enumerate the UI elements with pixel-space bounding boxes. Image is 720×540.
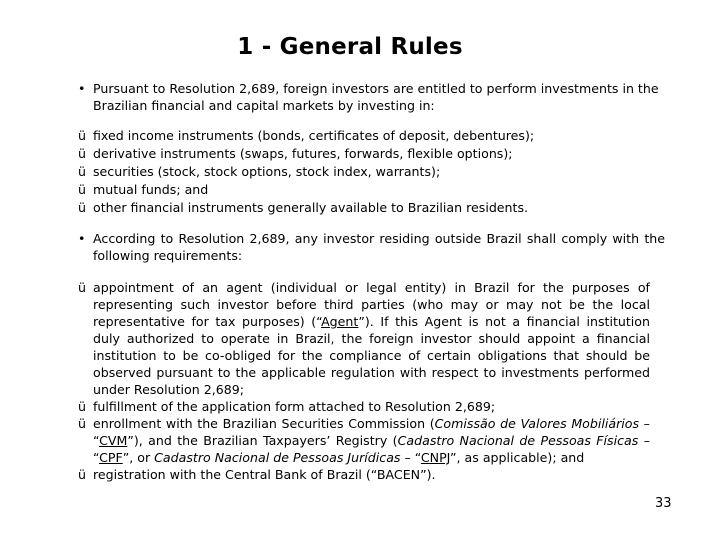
defined-term: CNPJ	[420, 450, 451, 465]
defined-term: CVM	[99, 433, 128, 448]
defined-term: Agent	[321, 314, 359, 329]
slide-title: 1 - General Rules	[237, 34, 463, 60]
defined-term: CPF	[99, 450, 123, 465]
bullet-requirements	[78, 230, 665, 264]
checkmark-icon: ü	[78, 467, 86, 482]
checkmark-icon: ü	[78, 280, 86, 295]
list-item: ü mutual funds; and	[78, 182, 209, 197]
list-item: ü fixed income instruments (bonds, certificates of deposit, debentures);	[78, 128, 535, 143]
page-number: 33	[655, 496, 672, 511]
list-item: ü appointment of an agent (individual or legal entity) in Brazil for the purposes of representing such investor before third parties (who may or may not be the local representative for tax purposes) (“Agent”). If this Agent is not a financial institution duly authorized to operate in Brazil, the foreign investor should appoint a financial institution to be co-obliged for the compliance of certain obligations that should be observed pursuant to the applicable regulation with respect to investments performed under Resolution 2,689;	[78, 280, 650, 397]
list-item: ü registration with the Central Bank of Brazil (“BACEN”).	[78, 467, 436, 482]
checkmark-icon: ü	[78, 164, 86, 179]
bullet-text: Pursuant to Resolution 2,689, foreign investors are entitled to perform investments in the Brazilian financial and capital markets by investing in:	[93, 81, 659, 113]
list-item: ü fulfillment of the application form attached to Resolution 2,689;	[78, 399, 496, 414]
list-item: ü enrollment with the Brazilian Securities Commission (Comissão de Valores Mobiliários – “CVM”), and the Brazilian Taxpayers’ Registry (Cadastro Nacional de Pessoas Físicas – “CPF”, or Cadastro Nacional de Pessoas Jurídicas – “CNPJ”, as applicable); and	[78, 416, 650, 465]
checkmark-icon: ü	[78, 399, 86, 414]
requirements-list	[78, 279, 650, 483]
checkmark-icon: ü	[78, 182, 86, 197]
checkmark-icon: ü	[78, 146, 86, 161]
checkmark-icon: ü	[78, 200, 86, 215]
investment-list	[78, 127, 650, 217]
bullet-icon: •	[78, 231, 86, 246]
bullet-investment-scope	[78, 80, 665, 114]
list-item: ü securities (stock, stock options, stock index, warrants);	[78, 164, 441, 179]
checkmark-icon: ü	[78, 416, 86, 431]
bullet-text: According to Resolution 2,689, any investor residing outside Brazil shall comply with the following requirements:	[93, 231, 665, 263]
list-item: ü other financial instruments generally available to Brazilian residents.	[78, 200, 529, 215]
bullet-icon: •	[78, 81, 86, 96]
checkmark-icon: ü	[78, 128, 86, 143]
list-item: ü derivative instruments (swaps, futures, forwards, flexible options);	[78, 146, 513, 161]
